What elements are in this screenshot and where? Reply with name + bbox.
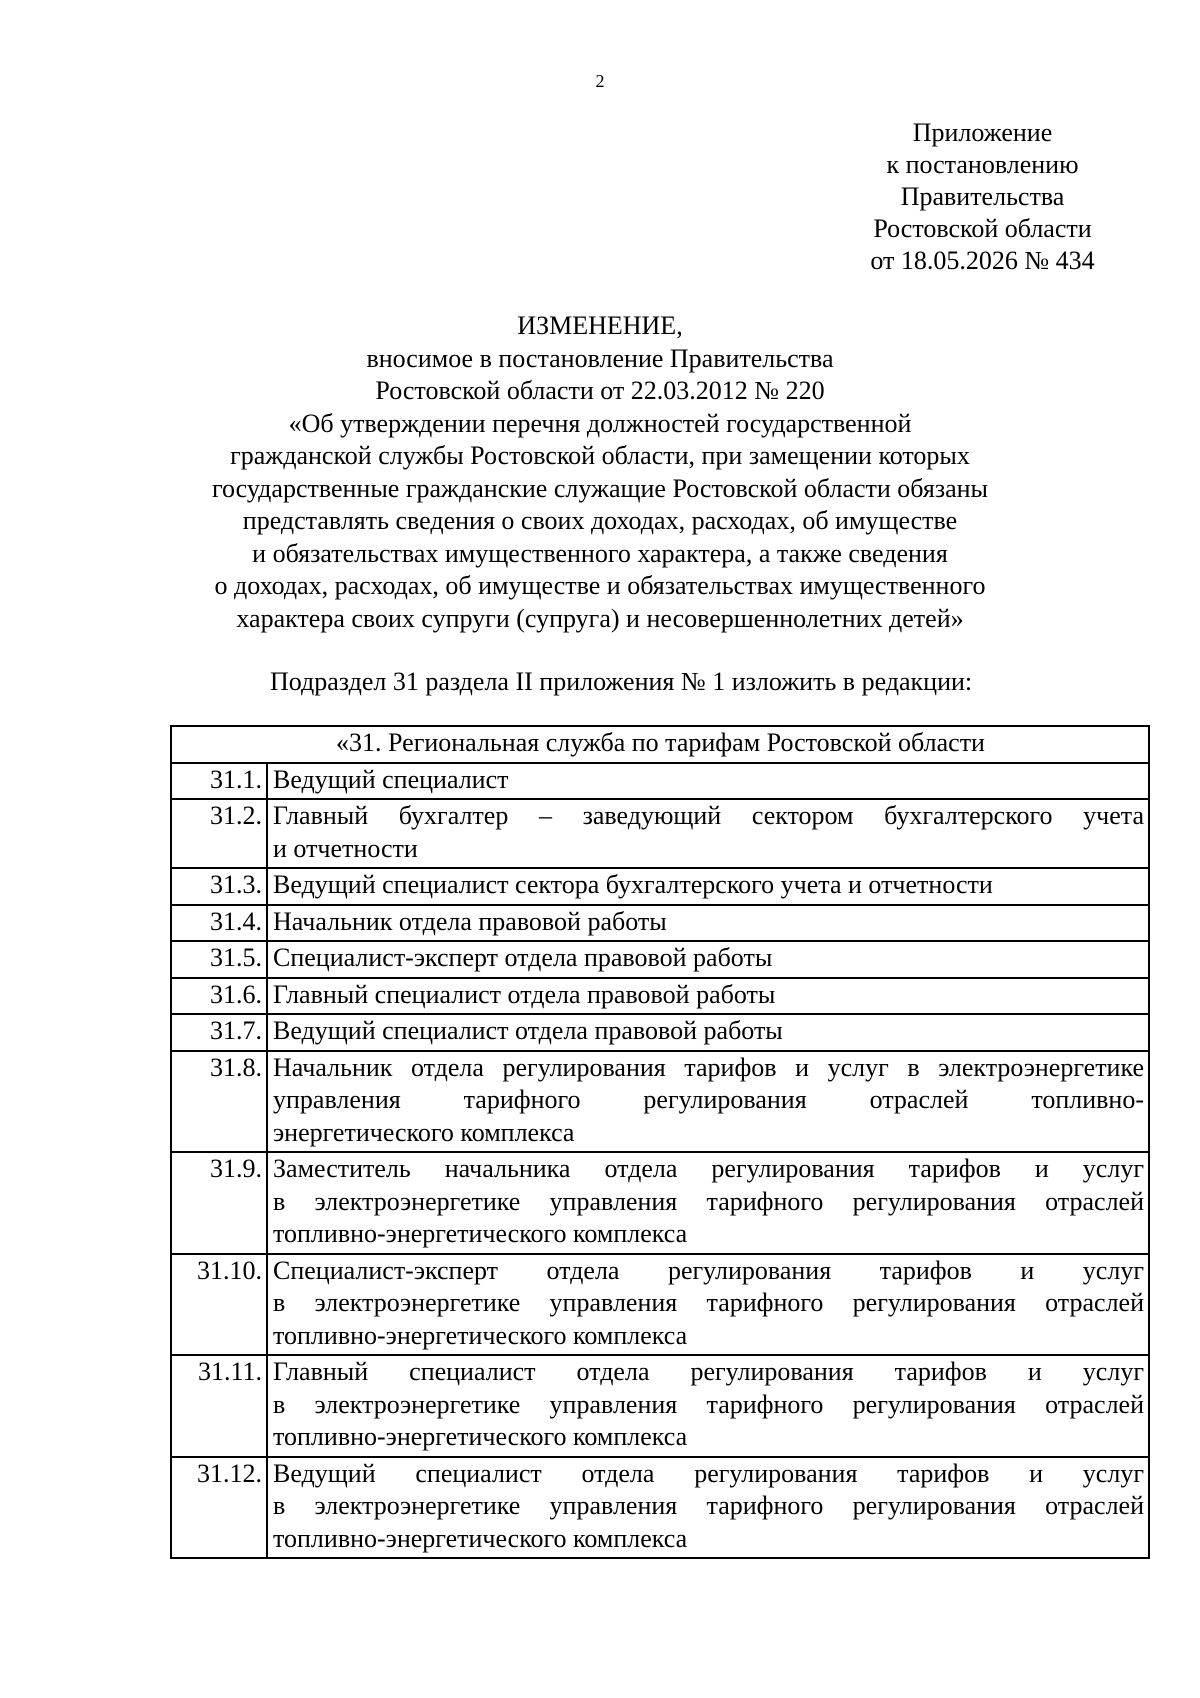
position-title-line: Главный специалист отдела регулирования тарифов и услуг xyxy=(273,1357,1144,1386)
position-title-line: энергетического комплекса xyxy=(273,1117,575,1147)
row-number: 31.12. xyxy=(171,1457,267,1559)
position-title-line: Ведущий специалист xyxy=(273,764,509,794)
document-heading xyxy=(130,310,1070,635)
position-title xyxy=(267,978,1149,1015)
appendix-line: Ростовской области xyxy=(873,214,1092,243)
heading-line: Ростовской области от 22.03.2012 № 220 xyxy=(375,376,825,405)
position-title-line: Главный специалист отдела правовой работы xyxy=(273,979,776,1009)
heading-line: и обязательствах имущественного характера, а также сведения xyxy=(252,538,948,568)
position-title-line: в электроэнергетике управления тарифного регулирования отраслей xyxy=(273,1491,1144,1520)
positions-table xyxy=(170,725,1150,1559)
heading-line: государственные гражданские служащие Ростовской области обязаны xyxy=(211,473,989,503)
position-title-line: Ведущий специалист отдела правовой работы xyxy=(273,1016,783,1045)
heading-line: характера своих супруги (супруга) и несовершеннолетних детей» xyxy=(236,603,964,633)
position-title-line: в электроэнергетике управления тарифного регулирования отраслей xyxy=(273,1389,1144,1419)
row-number: 31.6. xyxy=(171,978,267,1015)
heading-line: вносимое в постановление Правительства xyxy=(366,343,834,373)
table-row xyxy=(171,763,1149,800)
position-title-line: в электроэнергетике управления тарифного регулирования отраслей xyxy=(273,1288,1144,1317)
row-number: 31.9. xyxy=(171,1152,267,1254)
position-title xyxy=(267,1051,1149,1153)
position-title-line: Начальник отдела правовой работы xyxy=(273,906,667,936)
table-row xyxy=(171,905,1149,942)
position-title xyxy=(267,1254,1149,1356)
position-title xyxy=(267,1152,1149,1254)
table-row xyxy=(171,1152,1149,1254)
position-title-line: топливно-энергетического комплекса xyxy=(273,1320,688,1350)
position-title xyxy=(267,1355,1149,1457)
table-row xyxy=(171,799,1149,868)
table-row xyxy=(171,868,1149,905)
heading-title: ИЗМЕНЕНИЕ, xyxy=(517,311,683,340)
position-title-line: Специалист-эксперт отдела правовой работы xyxy=(273,943,773,972)
position-title xyxy=(267,868,1149,905)
intro-paragraph: Подраздел 31 раздела II приложения № 1 изложить в редакции: xyxy=(270,667,973,696)
heading-line: «Об утверждении перечня должностей государственной xyxy=(288,408,912,438)
page-number: 2 xyxy=(595,71,605,91)
position-title xyxy=(267,763,1149,800)
position-title-line: и отчетности xyxy=(273,833,418,863)
heading-line: представлять сведения о своих доходах, расходах, об имуществе xyxy=(242,506,958,535)
row-number: 31.1. xyxy=(171,763,267,800)
appendix-line: Приложение xyxy=(912,118,1053,147)
appendix-line: Правительства xyxy=(900,182,1065,211)
table-row xyxy=(171,1014,1149,1051)
position-title-line: Начальник отдела регулирования тарифов и услуг в электроэнергетике xyxy=(273,1052,1144,1082)
table-title: «31. Региональная служба по тарифам Ростовской области xyxy=(171,726,1149,763)
position-title-line: топливно-энергетического комплекса xyxy=(273,1422,688,1451)
table-row xyxy=(171,1254,1149,1356)
row-number: 31.3. xyxy=(171,868,267,905)
position-title-line: топливно-энергетического комплекса xyxy=(273,1219,688,1248)
position-title xyxy=(267,799,1149,868)
table-row xyxy=(171,1051,1149,1153)
heading-line: гражданской службы Ростовской области, при замещении которых xyxy=(230,441,970,470)
table-row xyxy=(171,1355,1149,1457)
position-title-line: Ведущий специалист сектора бухгалтерского учета и отчетности xyxy=(273,870,993,899)
position-title xyxy=(267,941,1149,978)
row-number: 31.2. xyxy=(171,799,267,868)
table-row xyxy=(171,978,1149,1015)
position-title-line: управления тарифного регулирования отраслей топливно- xyxy=(273,1085,1144,1114)
row-number: 31.11. xyxy=(171,1355,267,1457)
appendix-line: к постановлению xyxy=(886,150,1079,179)
row-number: 31.4. xyxy=(171,905,267,942)
position-title-line: в электроэнергетике управления тарифного регулирования отраслей xyxy=(273,1186,1144,1216)
row-number: 31.10. xyxy=(171,1254,267,1356)
position-title xyxy=(267,905,1149,942)
row-number: 31.5. xyxy=(171,941,267,978)
appendix-block xyxy=(835,117,1130,277)
position-title-line: Заместитель начальника отдела регулирования тарифов и услуг xyxy=(273,1154,1144,1183)
position-title xyxy=(267,1457,1149,1559)
row-number: 31.7. xyxy=(171,1014,267,1051)
table-title-row xyxy=(171,726,1149,763)
position-title-line: Специалист-эксперт отдела регулирования тарифов и услуг xyxy=(273,1255,1144,1285)
position-title-line: Ведущий специалист отдела регулирования тарифов и услуг xyxy=(273,1458,1144,1488)
table-row xyxy=(171,941,1149,978)
heading-line: о доходах, расходах, об имуществе и обязательствах имущественного xyxy=(214,571,986,600)
position-title-line: Главный бухгалтер – заведующий сектором бухгалтерского учета xyxy=(273,801,1144,830)
table-row xyxy=(171,1457,1149,1559)
position-title xyxy=(267,1014,1149,1051)
row-number: 31.8. xyxy=(171,1051,267,1153)
position-title-line: топливно-энергетического комплекса xyxy=(273,1523,688,1553)
appendix-line: от 18.05.2026 № 434 xyxy=(870,246,1095,275)
